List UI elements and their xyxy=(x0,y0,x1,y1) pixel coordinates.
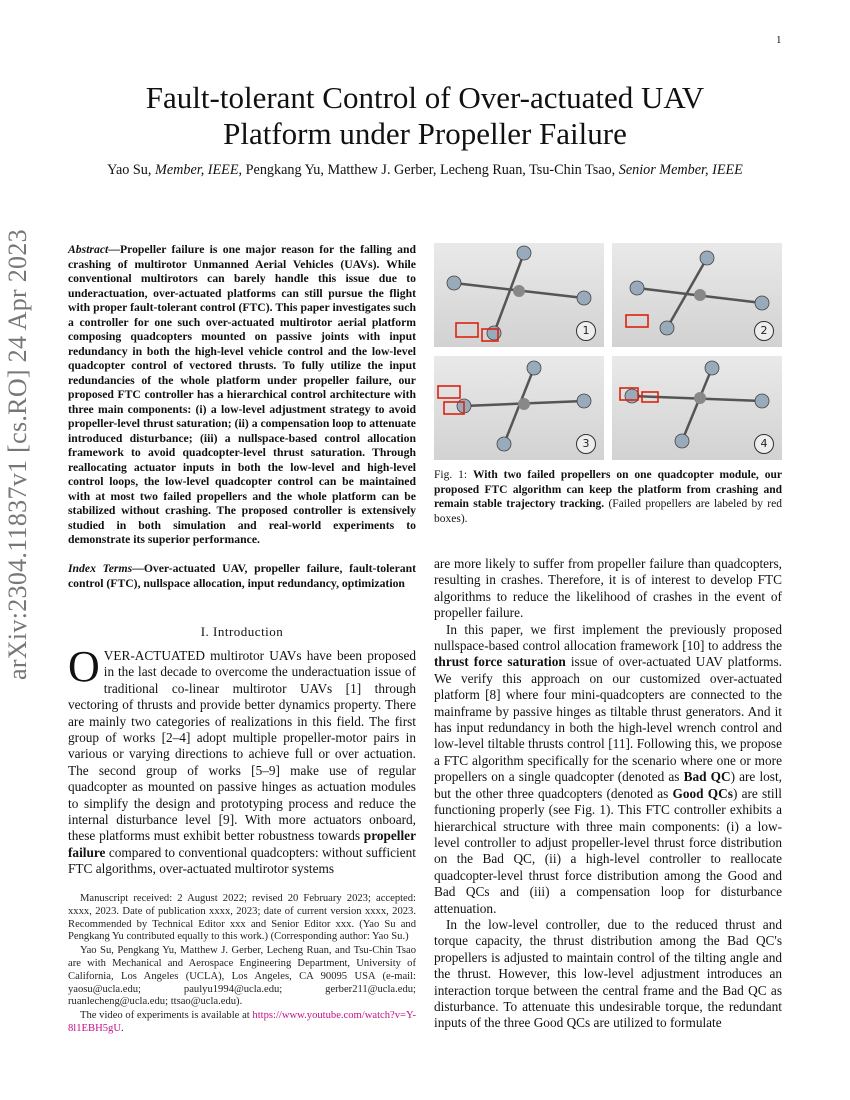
dropcap: O xyxy=(68,642,100,691)
right-paragraph-1 xyxy=(434,622,782,917)
rp1-b: issue of over-actuated UAV platforms. We verify this approach on our customized over-actuated platform [8] where four mini-quadcopters are connected to the mainframe by passive hinges as tiltable thrust generators. And it has input redundancy in both the high-level wrench control and low-level tiltable thrusts control [11]. Following this, we propose a FTC algorithm specifically for the scenario where one or more propellers on a single quadcopter (denoted as xyxy=(434,654,782,785)
figure-1 xyxy=(434,243,782,463)
abstract-label: Abstract xyxy=(68,243,109,256)
caption-end: (Failed propellers are labeled by red boxes). xyxy=(434,498,782,525)
authors-middle: , Pengkang Yu, Matthew J. Gerber, Lecheng Ruan, Tsu-Chin Tsao, xyxy=(238,162,619,178)
section-heading: I. Introduction xyxy=(200,624,284,639)
rp1-d: ) are still functioning properly (see Fig. 1). This FTC controller exhibits a hierarchical structure with three main components: (i) a low-level controller to adjust propeller-level thrust force distribution on the Bad QC, (ii) a high-level controller to reallocate quadcopter-level thrust force distribution among the Good and Bad QCs and (iii) a compensation loop for disturbance attenuation. xyxy=(434,785,782,916)
footnote-affiliations: Yao Su, Pengkang Yu, Matthew J. Gerber, Lecheng Ruan, and Tsu-Chin Tsao are with Mechanical and Aerospace Engineering Department, University of California, Los Angeles (UCLA), Los Angeles, CA 90095 USA (e-mail: yaosu@ucla.edu; paulyu1994@ucla.edu; gerber211@ucla.edu; ruanlecheng@ucla.edu; ttsao@ucla.edu). xyxy=(68,945,416,1008)
rp1-a: In this paper, we first implement the previously proposed nullspace-based control allocation framework [10] to address the xyxy=(434,621,782,654)
footnote-manuscript: Manuscript received: 2 August 2022; revised 20 February 2023; accepted: xxxx, 2023. Date of publication xxxx, 2023; date of current version xxxx, 2023. Recommended by Technical Editor xxx and Senior Editor xxx. (Yao Su and Pengkang Yu contributed equally to this work.) (Corresponding author: Yao Su.) xyxy=(68,893,416,943)
footnote-video-end: . xyxy=(120,1022,124,1034)
index-terms-label: Index Terms xyxy=(68,562,133,575)
video-link[interactable]: https://www.youtube.com/watch?v=Y-8l1EBH5gU xyxy=(68,1010,416,1034)
caption-bold: With two failed propellers on one quadcopter module, our proposed FTC algorithm can keep the platform from crashing and remain stable trajectory tracking. xyxy=(434,469,782,510)
arxiv-identifier: arXiv:2304.11837v1 [cs.RO] 24 Apr 2023 xyxy=(3,229,32,680)
figure-caption xyxy=(434,468,782,526)
figure-panel-1 xyxy=(434,243,604,347)
intro-bold: propeller failure xyxy=(68,828,416,860)
intro-paragraph xyxy=(68,642,416,878)
figure-panel-2 xyxy=(612,243,782,347)
title-line-1: Fault-tolerant Control of Over-actuated UAV xyxy=(145,80,705,115)
panel-number-3: 3 xyxy=(576,434,596,454)
index-terms-text: —Over-actuated UAV, propeller failure, fault-tolerant control (FTC), nullspace allocation, input redundancy, optimization xyxy=(68,562,416,590)
figure-panel-3 xyxy=(434,356,604,460)
paper-title xyxy=(68,80,782,152)
author-1-membership: Member, IEEE xyxy=(155,162,239,178)
rp1-c: ) are lost, but the other three quadcopters (denoted as xyxy=(434,769,782,801)
footnote-video-text: The video of experiments is available at xyxy=(80,1010,253,1022)
right-column-text xyxy=(434,556,782,1032)
abstract xyxy=(68,243,416,548)
panel-number-2: 2 xyxy=(754,321,774,341)
footnotes xyxy=(68,893,416,1037)
footnote-video xyxy=(68,1010,416,1036)
page-number: 1 xyxy=(776,34,782,46)
author-list xyxy=(40,162,810,179)
panel-number-1: 1 xyxy=(576,321,596,341)
caption-label: Fig. 1: xyxy=(434,469,473,481)
panel-number-4: 4 xyxy=(754,434,774,454)
abstract-text: —Propeller failure is one major reason for the falling and crashing of multirotor Unmanned Aerial Vehicles (UAVs). While conventional multirotors can barely handle this issue due to underactuation, over-actuated platforms can still pursue the flight with proper fault-tolerant control (FTC). This paper investigates such a controller for one such over-actuated multirotor aerial platform composing quadcopters mounted on passive joints with input redundancy in both the high-level vehicle control and the low-level quadcopter control of vectored thrusts. To fully utilize the input redundancies of the whole platform under propeller failure, our proposed FTC controller has a hierarchical control architecture with three main components: (i) a low-level adjustment strategy to avoid propeller-level thrust saturation; (ii) a compensation loop to attenuate introduced disturbance; (iii) a nullspace-based control allocation framework to avoid quadcopter-level thrust saturation. Through reallocating actuator inputs in both the low-level and high-level control loops, the low-level quadcopter control can be maintained with at most two failed propellers and the whole platform can be stabilized without crashing. The proposed controller is extensively studied in both simulation and real-world experiments to demonstrate its superior performance. xyxy=(68,243,416,546)
last-author-membership: Senior Member, IEEE xyxy=(618,162,743,178)
right-paragraph-0: are more likely to suffer from propeller failure than quadcopters, resulting in crashes. Therefore, it is of interest to develop FTC algorithms to reduce the likelihood of crashes in the event of propeller failure. xyxy=(434,556,782,621)
rp1-bold-1: thrust force saturation xyxy=(434,654,566,670)
rp1-bold-3: Good QCs xyxy=(672,785,733,801)
title-line-2: Platform under Propeller Failure xyxy=(223,116,627,151)
index-terms xyxy=(68,562,416,591)
author-1: Yao Su, xyxy=(107,162,155,178)
intro-text: VER-ACTUATED multirotor UAVs have been proposed in the last decade to overcome the underactuation issue of traditional co-linear multirotor UAVs [1] through vectoring of thrusts and provide better dynamics property. There are mainly two categories of realizations in this field. The first group of works [2–4] adopt multiple propeller-motor pairs in various or varying directions to achieve full or over actuation. The second group of works [5–9] make use of regular quadcopter as mounted on passive hinges as actuation modules to simplify the design and prototyping process and reduce the internal disturbance level [9]. With more actuators onboard, these platforms must exhibit better robustness towards xyxy=(68,648,416,844)
right-paragraph-2: In the low-level controller, due to the reduced thrust and torque capacity, the thrust distribution among the Bad QC's propellers is adjusted to maintain control of the tilting angle and the thrust. However, this low-level adjustment introduces an interaction torque between the central frame and the Bad QC as disturbance. To attenuate this undesirable torque, the redundant inputs of the three Good QCs are utilized to formulate xyxy=(434,916,782,1031)
rp1-bold-2: Bad QC xyxy=(683,769,731,785)
intro-text-end: compared to conventional quadcopters: without sufficient FTC algorithms, over-actuated multirotor systems xyxy=(68,844,416,877)
figure-panel-4 xyxy=(612,356,782,460)
